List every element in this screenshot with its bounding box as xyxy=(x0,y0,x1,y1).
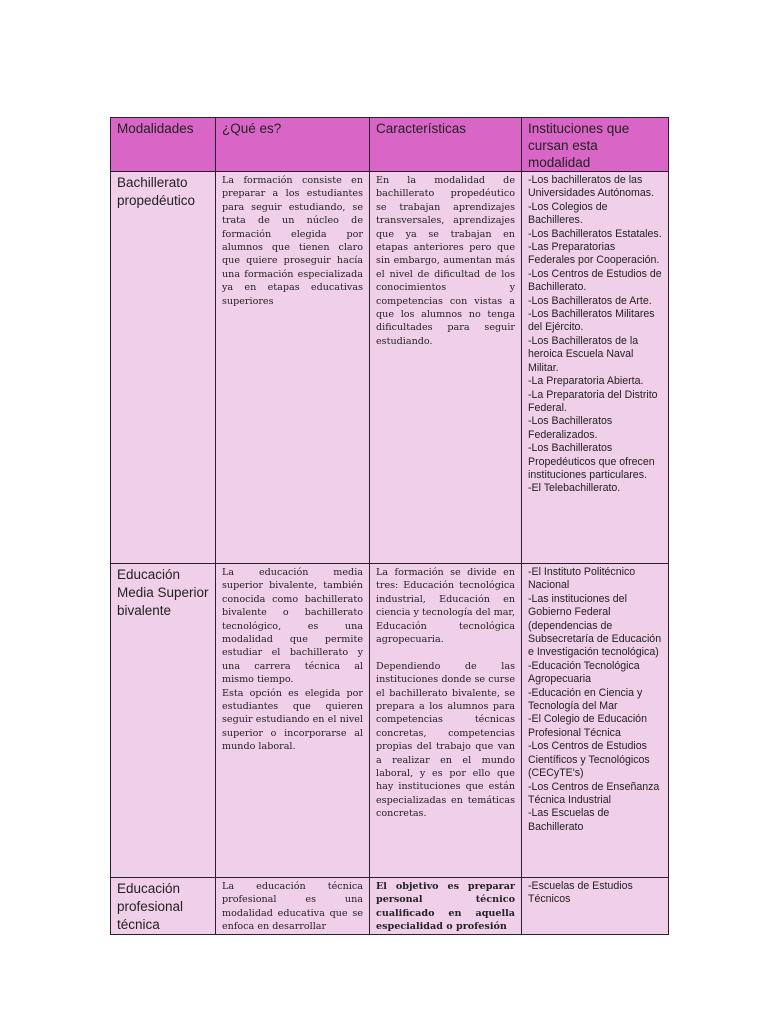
list-item: -Los Bachilleratos Estatales. xyxy=(528,227,662,240)
header-row xyxy=(111,118,669,172)
paragraph: La formación se divide en tres: Educación tecnológica industrial, Educación en ciencia y tecnología del mar, Educación tecnológica agropecuaria. xyxy=(376,567,515,646)
instituciones-cell xyxy=(522,878,669,935)
paragraph: La educación técnica profesional es una modalidad educativa que se enfoca en desarrollar xyxy=(222,881,363,933)
que-es-cell xyxy=(216,878,370,935)
modalidad-cell: Bachillerato propedéutico xyxy=(111,172,216,564)
list-item: -Escuelas de Estudios Técnicos xyxy=(528,880,633,906)
que-es-cell xyxy=(216,172,370,564)
list-item: -Los Centros de Enseñanza Técnica Industrial xyxy=(528,780,660,806)
list-item: -Los Colegios de Bachilleres. xyxy=(528,200,608,227)
list-item: -Los bachilleratos de las Universidades Autónomas. xyxy=(528,174,655,200)
header-instituciones: Instituciones que cursan esta modalidad xyxy=(522,118,669,172)
paragraph: En la modalidad de bachillerato propedéutico se trabajan aprendizajes transversales, aprendizajes que ya se trabajan en etapas anteriores pero que sin embargo, aumentan más el nivel de dificultad de los conocimientos y competencias con vistas a que los alumnos no tenga dificultades para seguir estudiando. xyxy=(376,175,515,347)
list-item: -El Colegio de Educación Profesional Técnica xyxy=(528,713,647,739)
paragraph: Dependiendo de las instituciones donde se curse el bachillerato bivalente, se prepara a los alumnos para competencias técnicas concretas, competencias propias del trabajo que van a realizar en el mundo laboral, y es por ello que hay instituciones que están especializadas en temáticas concretas. xyxy=(376,660,515,820)
list-item: -Educación Tecnológica Agropecuaria xyxy=(528,659,640,686)
list-item: -Las Preparatorias Federales por Cooperación. xyxy=(528,241,660,267)
modalidades-table xyxy=(110,117,669,935)
header-caracteristicas: Características xyxy=(370,118,522,172)
table-row xyxy=(111,564,669,878)
header-que-es: ¿Qué es? xyxy=(216,118,370,172)
list-item: -Los Bachilleratos Militares del Ejército. xyxy=(528,308,655,334)
header-modalidades: Modalidades xyxy=(111,118,216,172)
list-item: -Los Bachilleratos Federalizados. xyxy=(528,415,613,441)
list-item: -La Preparatoria Abierta. xyxy=(528,375,644,388)
list-item: -Educación en Ciencia y Tecnología del Mar xyxy=(528,686,643,713)
list-item: -Los Bachilleratos Propedéuticos que ofrecen instituciones particulares. xyxy=(528,442,655,481)
list-item: -Los Centros de Estudios de Bachillerato. xyxy=(528,267,662,294)
list-item: -Los Centros de Estudios Científicos y Tecnológicos (CECyTE's) xyxy=(528,740,650,780)
list-item: -La Preparatoria del Distrito Federal. xyxy=(528,388,658,414)
table-row xyxy=(111,172,669,564)
table-row xyxy=(111,878,669,935)
que-es-cell xyxy=(216,564,370,878)
paragraph: La educación media superior bivalente, también conocida como bachillerato bivalente o bachillerato tecnológico, es una modalidad que permite estudiar el bachillerato y una carrera técnica al mismo tiempo. xyxy=(222,567,363,686)
caracteristicas-cell xyxy=(370,172,522,564)
list-item: -El Instituto Politécnico Nacional xyxy=(528,566,636,592)
paragraph: El objetivo es preparar personal técnico cualificado en aquella especialidad o profesión xyxy=(376,881,515,933)
list-item: -El Telebachillerato. xyxy=(528,482,621,495)
paragraph: La formación consiste en preparar a los estudiantes para seguir estudiando, se trata de un núcleo de formación elegida por alumnos que tienen claro que quiere proseguir hacía una formación especializada ya en etapas educativas superiores xyxy=(222,175,363,307)
paragraph: Esta opción es elegida por estudiantes que quieren seguir estudiando en el nivel superior o incorporarse al mundo laboral. xyxy=(222,687,363,753)
instituciones-cell xyxy=(522,172,669,564)
caracteristicas-cell xyxy=(370,878,522,935)
modalidad-cell: Educación Media Superior bivalente xyxy=(111,564,216,878)
list-item: -Las instituciones del Gobierno Federal (dependencias de Subsecretaría de Educación e Investigación tecnológica) xyxy=(528,592,662,659)
list-item: -Los Bachilleratos de la heroica Escuela Naval Militar. xyxy=(528,334,639,374)
list-item: -Los Bachilleratos de Arte. xyxy=(528,294,652,307)
modalidad-cell: Educación profesional técnica xyxy=(111,878,216,935)
list-item: -Las Escuelas de Bachillerato xyxy=(528,807,610,833)
instituciones-cell xyxy=(522,564,669,878)
spacer xyxy=(376,646,515,659)
caracteristicas-cell xyxy=(370,564,522,878)
